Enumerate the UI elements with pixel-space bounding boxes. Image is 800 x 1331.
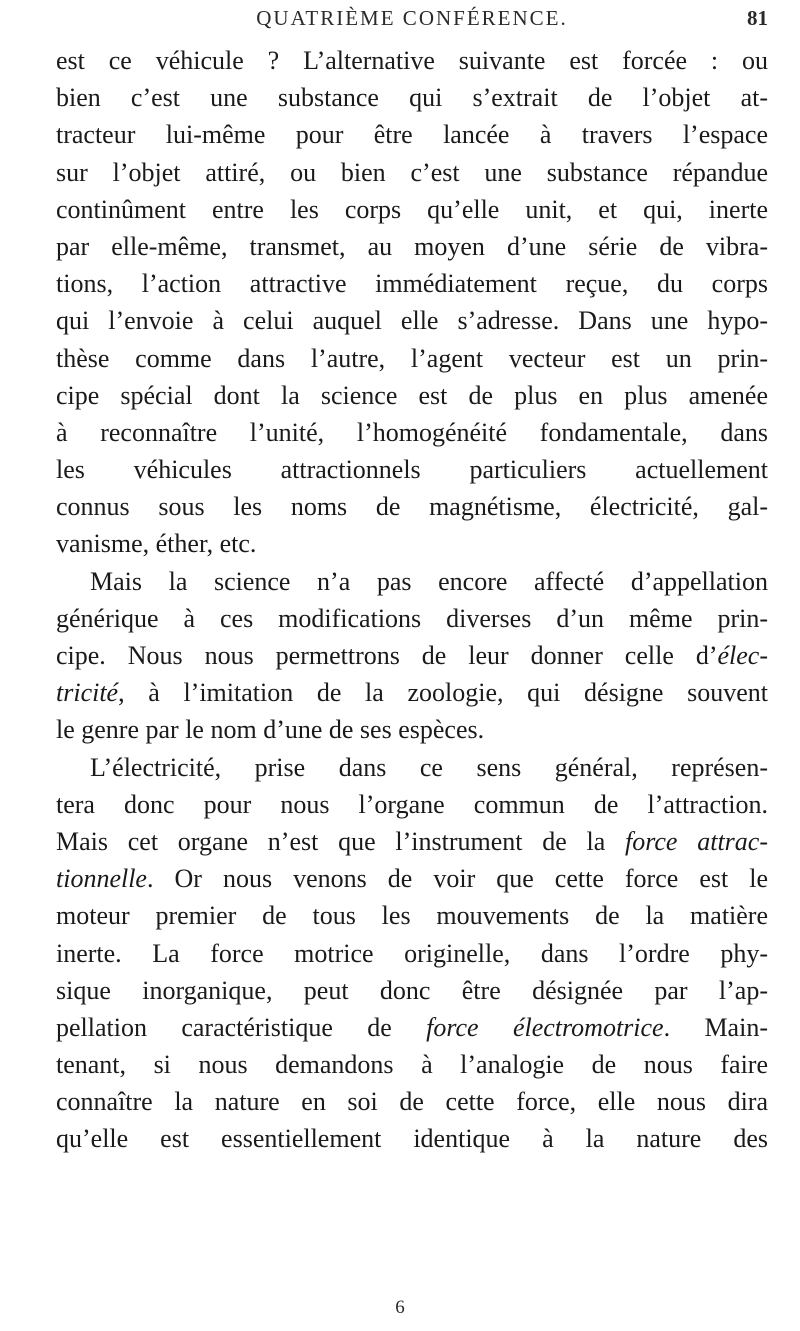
text-line: tera donc pour nous l’organe commun de l’attraction. [56,789,768,819]
text-line: Mais la science n’a pas encore affecté d’appellation [90,566,768,596]
text-line: à reconnaître l’unité, l’homogénéité fondamentale, dans [56,417,768,447]
running-head [56,4,768,40]
text-segment: . Main- [663,1012,768,1042]
text-line: tracteur lui-même pour être lancée à travers l’espace [56,120,768,150]
text-line: les véhicules attractionnels particuliers actuellement [56,455,768,485]
text-line [56,860,768,897]
text-line: thèse comme dans l’autre, l’agent vecteur est un prin- [56,343,768,373]
text-line: générique à ces modifications diverses d’un même prin- [56,603,768,633]
text-line: L’électricité, prise dans ce sens général, représen- [90,752,768,782]
page-number: 81 [747,6,768,30]
text-segment: cipe. Nous nous permettrons de leur donner celle d’ [56,641,718,670]
italic-term: tricité [56,678,119,708]
text-line: tenant, si nous demandons à l’analogie de nous faire [56,1050,768,1080]
italic-term: force électromotrice [426,1012,664,1042]
text-line: sique inorganique, peut donc être désignée par l’ap- [56,975,768,1005]
text-segment: Mais cet organe n’est que l’instrument de la [56,826,626,856]
text-line: moteur premier de tous les mouvements de la matière [56,901,768,931]
text-segment: . Or nous venons de voir que cette force est le [146,864,768,894]
text-line: le genre par le nom d’une de ses espèces. [56,715,485,745]
text-line: qui l’envoie à celui auquel elle s’adresse. Dans une hypo- [56,306,768,336]
text-line [56,637,768,674]
text-line: vanisme, éther, etc. [56,529,257,559]
text-segment: pellation caractéristique de [56,1012,427,1042]
text-line: cipe spécial dont la science est de plus en plus amenée [56,380,768,410]
italic-term: tionnelle [56,864,147,894]
italic-term: élec- [717,641,768,670]
text-line: qu’elle est essentiellement identique à la nature des [56,1124,768,1154]
text-line: sur l’objet attiré, ou bien c’est une substance répandue [56,157,768,187]
text-line: est ce véhicule ? L’alternative suivante est forcée : ou [56,46,768,75]
body-text [56,42,768,1158]
text-line [56,1009,768,1046]
text-line: connus sous les noms de magnétisme, électricité, gal- [56,492,768,522]
text-line: continûment entre les corps qu’elle unit, et qui, inerte [56,194,768,224]
text-line [56,674,768,711]
text-segment: , à l’imitation de la zoologie, qui désigne souvent [118,678,768,708]
text-line: bien c’est une substance qui s’extrait de l’objet at- [56,83,768,113]
text-line: inerte. La force motrice originelle, dans l’ordre phy- [56,938,768,968]
italic-term: force attrac- [625,826,768,856]
running-title: QUATRIÈME CONFÉRENCE. [256,6,568,30]
signature-mark: 6 [395,1297,405,1318]
text-line: connaître la nature en soi de cette force, elle nous dira [56,1087,768,1117]
text-line: tions, l’action attractive immédiatement reçue, du corps [56,269,768,299]
text-line [56,823,768,860]
text-line: par elle-même, transmet, au moyen d’une série de vibra- [56,231,768,261]
